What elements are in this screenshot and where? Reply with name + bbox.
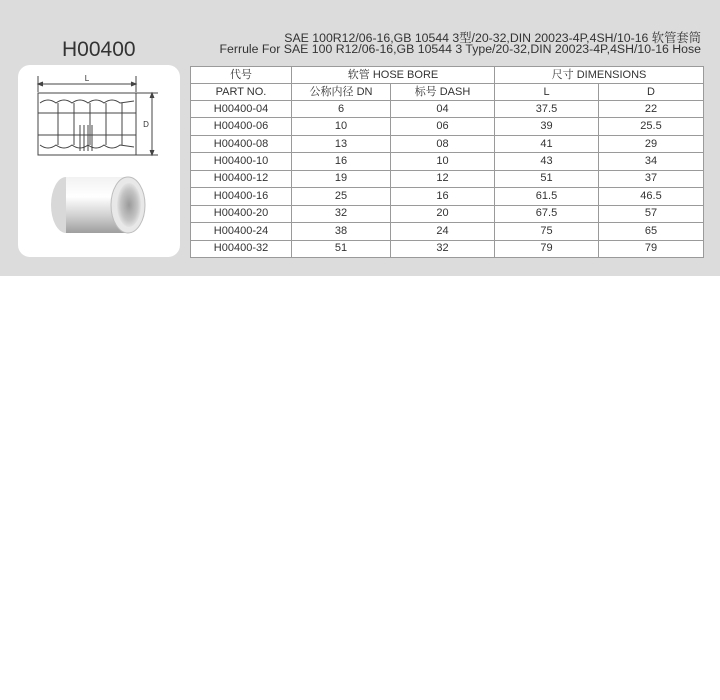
- d-cell: 29: [599, 135, 704, 152]
- table-row: [191, 101, 704, 118]
- d-cell: 46.5: [599, 188, 704, 205]
- part-no-cell: H00400-24: [191, 223, 292, 240]
- dn-cell: 6: [292, 101, 391, 118]
- dash-cell: 08: [391, 135, 495, 152]
- d-cell: 22: [599, 101, 704, 118]
- dn-cell: 13: [292, 135, 391, 152]
- diameter-label: D: [143, 120, 149, 129]
- l-cell: 51: [495, 170, 599, 187]
- l-cell: 39: [495, 118, 599, 135]
- part-no-cell: H00400-10: [191, 153, 292, 170]
- table-row: [191, 188, 704, 205]
- l-cell: 67.5: [495, 205, 599, 222]
- table-row: [191, 118, 704, 135]
- dash-cell: 10: [391, 153, 495, 170]
- l-cell: 43: [495, 153, 599, 170]
- part-no-cell: H00400-12: [191, 170, 292, 187]
- technical-drawing: [38, 76, 158, 155]
- product-panel: [0, 0, 720, 276]
- dash-cell: 24: [391, 223, 495, 240]
- dn-cell: 10: [292, 118, 391, 135]
- part-code: H00400: [62, 38, 136, 61]
- l-cell: 37.5: [495, 101, 599, 118]
- d-cell: 57: [599, 205, 704, 222]
- table-row: [191, 205, 704, 222]
- dash-cell: 06: [391, 118, 495, 135]
- part-no-cell: H00400-06: [191, 118, 292, 135]
- table-row: [191, 135, 704, 152]
- d-cell: 34: [599, 153, 704, 170]
- ferrule-illustration: [18, 65, 180, 257]
- part-no-cell: H00400-04: [191, 101, 292, 118]
- table-row: [191, 153, 704, 170]
- table-row: [191, 240, 704, 258]
- dash-cell: 32: [391, 240, 495, 258]
- spec-table: [190, 66, 704, 258]
- dash-cell: 12: [391, 170, 495, 187]
- l-cell: 41: [495, 135, 599, 152]
- dn-cell: 38: [292, 223, 391, 240]
- dn-cell: 32: [292, 205, 391, 222]
- dn-cell: 51: [292, 240, 391, 258]
- l-cell: 75: [495, 223, 599, 240]
- header-d: D: [599, 84, 704, 101]
- table-row: [191, 170, 704, 187]
- header-part-en: PART NO.: [191, 84, 292, 101]
- header-dash: 标号 DASH: [391, 84, 495, 101]
- dn-cell: 16: [292, 153, 391, 170]
- header-dimensions: 尺寸 DIMENSIONS: [495, 67, 704, 84]
- dash-cell: 16: [391, 188, 495, 205]
- dash-cell: 20: [391, 205, 495, 222]
- part-no-cell: H00400-32: [191, 240, 292, 258]
- header-dn: 公称内径 DN: [292, 84, 391, 101]
- part-no-cell: H00400-08: [191, 135, 292, 152]
- header-hose-bore: 软管 HOSE BORE: [292, 67, 495, 84]
- d-cell: 25.5: [599, 118, 704, 135]
- header-part-cn: 代号: [191, 67, 292, 84]
- ferrule-render: [51, 177, 145, 233]
- title-english: Ferrule For SAE 100 R12/06-16,GB 10544 3 Type/20-32,DIN 20023-4P,4SH/10-16 Hose: [219, 42, 701, 56]
- d-cell: 79: [599, 240, 704, 258]
- l-cell: 79: [495, 240, 599, 258]
- dash-cell: 04: [391, 101, 495, 118]
- title-chinese: SAE 100R12/06-16,GB 10544 3型/20-32,DIN 20023-4P,4SH/10-16 软管套筒: [284, 31, 701, 45]
- d-cell: 65: [599, 223, 704, 240]
- part-no-cell: H00400-20: [191, 205, 292, 222]
- product-image-card: [18, 65, 180, 257]
- header-l: L: [495, 84, 599, 101]
- table-row: [191, 223, 704, 240]
- dn-cell: 19: [292, 170, 391, 187]
- part-no-cell: H00400-16: [191, 188, 292, 205]
- d-cell: 37: [599, 170, 704, 187]
- l-cell: 61.5: [495, 188, 599, 205]
- length-label: L: [84, 74, 90, 83]
- dn-cell: 25: [292, 188, 391, 205]
